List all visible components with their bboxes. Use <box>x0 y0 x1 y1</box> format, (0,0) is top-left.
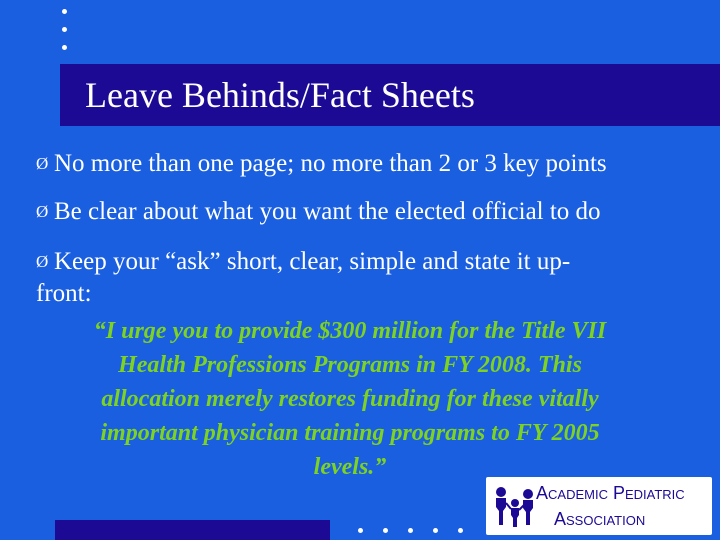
ask-quote <box>40 314 660 484</box>
decor-dot <box>458 528 463 533</box>
quote-line: important physician training programs to FY 2005 <box>100 420 600 446</box>
decor-dot <box>408 528 413 533</box>
bullet-2-text: Be clear about what you want the elected official to do <box>54 198 601 225</box>
quote-line: allocation merely restores funding for these vitally <box>101 386 599 412</box>
arrow-bullet-icon: Ø <box>36 252 49 271</box>
decor-dot <box>62 9 67 14</box>
logo-text-line-2: Association <box>554 509 646 529</box>
decor-dot <box>62 45 67 50</box>
academic-pediatric-association-logo <box>486 477 712 535</box>
slide-title: Leave Behinds/Fact Sheets <box>85 75 475 115</box>
arrow-bullet-icon: Ø <box>36 202 49 221</box>
decor-dot <box>62 27 67 32</box>
bullet-3-text: Keep your “ask” short, clear, simple and state it up- <box>54 248 571 275</box>
quote-line: Health Professions Programs in FY 2008. This <box>118 352 582 378</box>
bottom-bar <box>55 520 330 540</box>
quote-line: levels.” <box>313 454 387 480</box>
children-emblem-icon <box>492 483 538 529</box>
arrow-bullet-icon: Ø <box>36 154 49 173</box>
decor-dot <box>358 528 363 533</box>
bullet-2 <box>36 196 601 228</box>
quote-line: “I urge you to provide $300 million for the Title VII <box>93 318 607 344</box>
decor-dot <box>383 528 388 533</box>
logo-text-line-1: Academic Pediatric <box>536 483 685 503</box>
bullet-3-continuation: front: <box>36 280 92 307</box>
bullet-1 <box>36 148 607 180</box>
bullet-3 <box>36 246 570 278</box>
decor-dot <box>433 528 438 533</box>
bullet-1-text: No more than one page; no more than 2 or 3 key points <box>54 150 607 177</box>
